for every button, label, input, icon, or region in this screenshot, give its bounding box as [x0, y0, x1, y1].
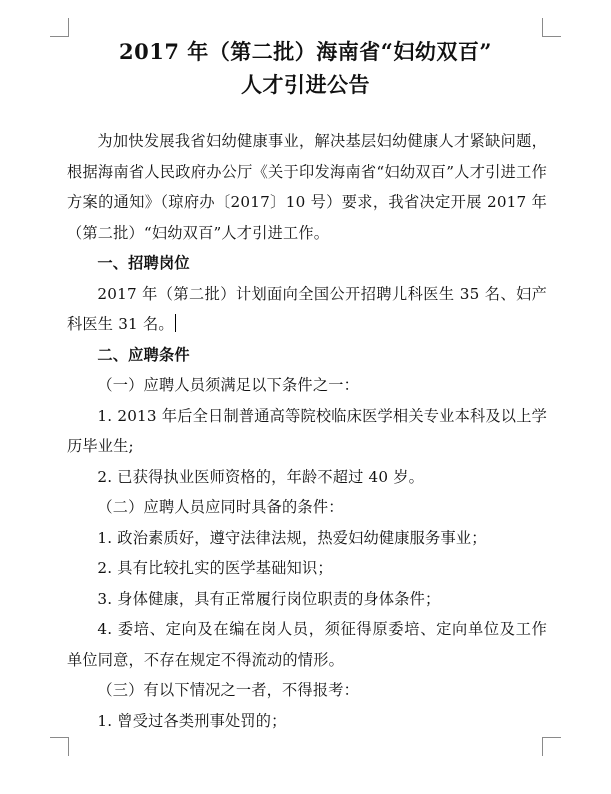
requirement-item: 4. 委培、定向及在编在岗人员，须征得原委培、定向单位及工作单位同意，不存在规定不得流动的情形。 [67, 620, 547, 669]
requirement-item: 2. 具有比较扎实的医学基础知识； [97, 559, 333, 577]
crop-mark-bottom-left [50, 737, 69, 756]
requirement-item: 1. 政治素质好，遵守法律法规，热爱妇幼健康服务事业； [97, 528, 487, 547]
crop-mark-bottom-right [542, 737, 561, 756]
document-title-line-2: 人才引进公告 [241, 72, 370, 97]
requirement-item: 2. 已获得执业医师资格的，年龄不超过 40 岁。 [97, 467, 425, 486]
text-cursor [175, 314, 176, 332]
crop-mark-top-right [542, 18, 561, 37]
positions-text: 2017 年（第二批）计划面向全国公开招聘儿科医生 35 名、妇产科医生 31 名。 [67, 284, 547, 333]
document-body[interactable] [67, 126, 547, 736]
requirement-item: 3. 身体健康，具有正常履行岗位职责的身体条件； [97, 589, 441, 608]
intro-paragraph: 为加快发展我省妇幼健康事业，解决基层妇幼健康人才紧缺问题，根据海南省人民政府办公厅《关于印发海南省“妇幼双百”人才引进工作方案的通知》（琼府办〔2017〕10 号）要求，我省决定开展 2017 年（第二批）“妇幼双百”人才引进工作。 [67, 132, 547, 242]
section-heading-positions: 一、招聘岗位 [97, 254, 190, 272]
requirement-item: 1. 2013 年后全日制普通高等院校临床医学相关专业本科及以上学历毕业生; [67, 406, 547, 455]
crop-mark-top-left [50, 18, 69, 37]
disqualification-item: 1. 曾受过各类刑事处罚的； [97, 711, 287, 730]
subsection-heading-one: （一）应聘人员须满足以下条件之一： [97, 376, 359, 394]
section-heading-requirements: 二、应聘条件 [97, 345, 190, 364]
positions-paragraph [67, 279, 547, 340]
subsection-heading-two: （二）应聘人员应同时具备的条件： [97, 498, 344, 516]
document-title-line-1: 2017 年（第二批）海南省“妇幼双百” [119, 39, 492, 64]
subsection-heading-three: （三）有以下情况之一者，不得报考： [97, 681, 359, 699]
